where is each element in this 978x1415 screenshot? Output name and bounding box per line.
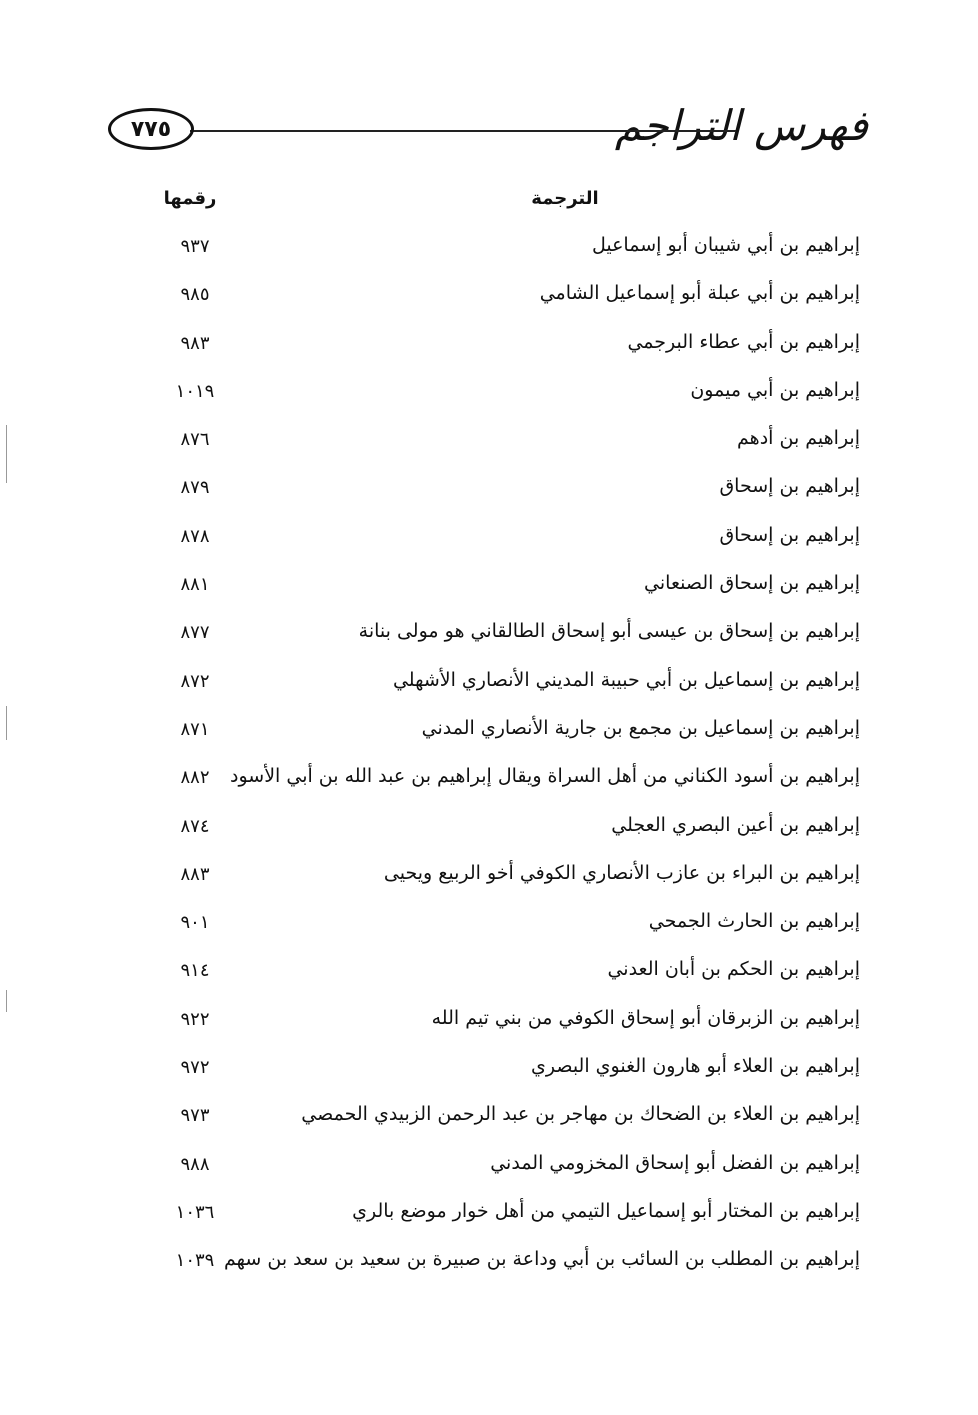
entry-number: ٨٧٧ [180,622,210,644]
entry-name: إبراهيم بن إسحاق [719,523,860,546]
column-header-entry: الترجمة [531,188,599,209]
entry-number: ٨٨٢ [180,767,210,789]
entry-number: ٨٧١ [180,718,210,740]
index-row [120,898,860,946]
page-title: فهرس التراجم [614,101,868,150]
entry-name: إبراهيم بن إسحاق [719,475,860,498]
entry-number: ٩٨٨ [180,1153,210,1175]
entry-name: إبراهيم بن إسحاق بن عيسى أبو إسحاق الطالقاني هو مولى بنانة [358,620,860,643]
entry-name: إبراهيم بن أبي عطاء البرجمي [627,330,860,353]
index-row [120,1140,860,1188]
index-row [120,512,860,560]
entry-number: ٨٧٤ [180,815,210,837]
index-row [120,1043,860,1091]
index-row [120,319,860,367]
entry-name: إبراهيم بن البراء بن عازب الأنصاري الكوفي أخو الربيع ويحيى [383,861,860,884]
entry-name: إبراهيم بن الحارث الجمحي [648,910,860,933]
entry-name: إبراهيم بن الفضل أبو إسحاق المخزومي المدني [490,1151,860,1174]
entry-name: إبراهيم بن الزبرقان أبو إسحاق الكوفي من بني تيم الله [431,1006,860,1029]
entry-name: إبراهيم بن المختار أبو إسماعيل التيمي من أهل خوار موضع بالري [352,1199,860,1222]
index-row [120,415,860,463]
index-row [120,463,860,511]
index-row [120,608,860,656]
running-header [108,96,868,176]
entry-number: ٨٧٢ [180,670,210,692]
index-row [120,367,860,415]
entry-number: ٩٠١ [180,912,210,934]
entry-name: إبراهيم بن المطلب بن السائب بن أبي وداعة بن صبيرة بن سعيد بن سعد بن سهم [224,1248,860,1271]
scan-artifact [6,425,7,483]
entry-name: إبراهيم بن إسماعيل بن مجمع بن جارية الأنصاري المدني [421,716,860,739]
index-row [120,560,860,608]
entry-name: إبراهيم بن إسماعيل بن أبي حبيبة المديني الأنصاري الأشهلي [392,668,860,691]
index-row [120,657,860,705]
scan-artifact [6,706,7,740]
page-number: ٧٧٥ [108,108,194,150]
entry-number: ٩١٤ [180,960,210,982]
entry-number: ٩٨٥ [180,284,210,306]
entry-number: ٨٧٦ [180,429,210,451]
entry-number: ٨٨١ [180,574,210,596]
entry-number: ٩٨٣ [180,332,210,354]
index-list [120,222,860,1285]
entry-name: إبراهيم بن أبي ميمون [690,378,860,401]
index-row [120,850,860,898]
entry-number: ١٠١٩ [175,380,215,402]
entry-number: ١٠٣٩ [175,1250,215,1272]
entry-number: ٩٧٢ [180,1057,210,1079]
entry-name: إبراهيم بن إسحاق الصنعاني [644,572,860,595]
index-row [120,1188,860,1236]
entry-number: ٨٨٣ [180,863,210,885]
entry-name: إبراهيم بن أبي شيبان أبو إسماعيل [591,234,860,256]
index-row [120,1091,860,1139]
entry-number: ٨٧٩ [180,477,210,499]
entry-name: إبراهيم بن الحكم بن أبان العدني [607,958,860,981]
index-row [120,946,860,994]
entry-number: ٩٧٣ [180,1105,210,1127]
entry-name: إبراهيم بن العلاء بن الضحاك بن مهاجر بن عبد الرحمن الزبيدي الحمصي [301,1103,860,1126]
entry-name: إبراهيم بن أدهم [737,427,860,450]
index-row [120,995,860,1043]
entry-name: إبراهيم بن أبي عبلة أبو إسماعيل الشامي [539,282,860,305]
column-header-number: رقمها [163,188,217,209]
index-row [120,802,860,850]
entry-number: ٩٢٢ [180,1008,210,1030]
entry-name: إبراهيم بن أعين البصري العجلي [611,813,860,836]
entry-name: إبراهيم بن العلاء أبو هارون الغنوي البصري [530,1055,860,1078]
index-row [120,270,860,318]
entry-number: ٨٧٨ [180,525,210,547]
index-row [120,222,860,270]
index-row [120,705,860,753]
header-rule [190,130,736,132]
entry-number: ٩٣٧ [180,236,210,257]
entry-name: إبراهيم بن أسود الكناني من أهل السراة ويقال إبراهيم بن عبد الله بن أبي الأسود [230,765,860,788]
index-row [120,753,860,801]
index-row [120,1236,860,1284]
entry-number: ١٠٣٦ [175,1201,215,1223]
scan-artifact [6,990,7,1012]
